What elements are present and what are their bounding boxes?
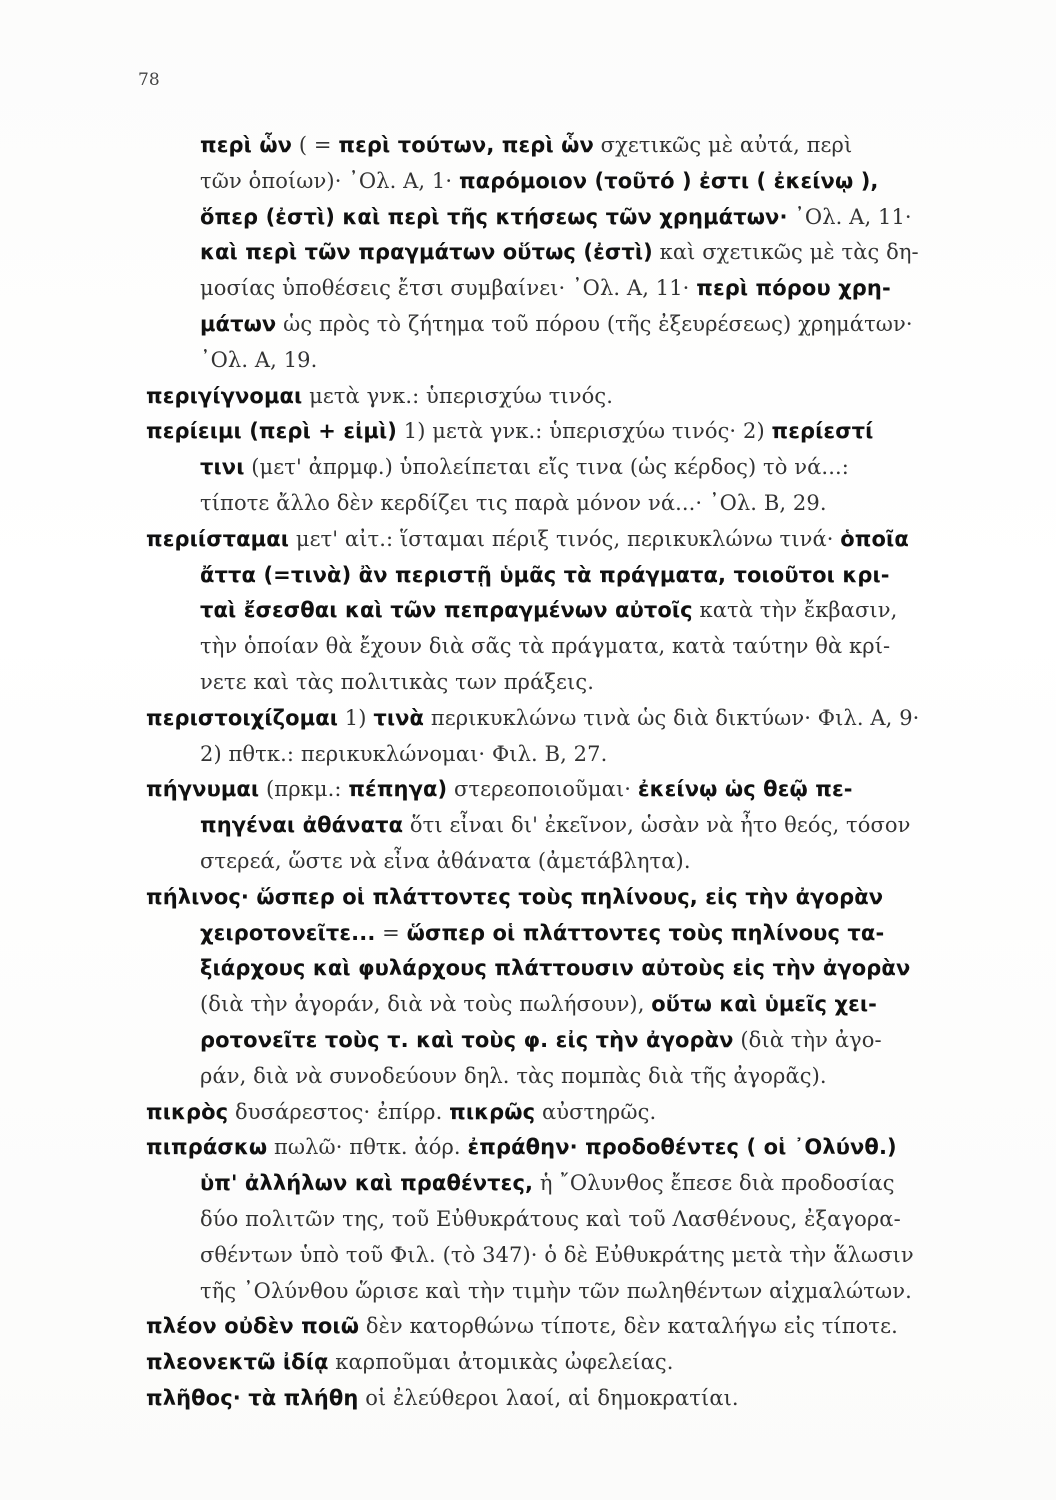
headword-text: περὶ πόρου χρη- xyxy=(696,276,891,301)
headword-text: ὑπ' ἀλλήλων καὶ πραθέντες, xyxy=(200,1171,534,1196)
headword-text: καὶ περὶ τῶν πραγμάτων οὕτως (ἐστὶ) xyxy=(200,240,653,265)
headword-text: τινι xyxy=(200,455,245,480)
text-line xyxy=(146,164,1006,200)
text-line xyxy=(146,1095,1006,1131)
text-line xyxy=(146,235,1006,271)
headword-text: οὕτω καὶ ὑμεῖς χει- xyxy=(651,992,877,1017)
definition-text: κατὰ τὴν ἔκβασιν, xyxy=(692,598,898,623)
definition-text: μετὰ γνκ.: ὑπερισχύω τινός. xyxy=(302,383,614,408)
headword-text: ἐκείνῳ ὡς θεῷ πε- xyxy=(637,777,853,802)
headword-text: παρόμοιον (τοῦτό ) ἐστι ( ἐκείνῳ ), xyxy=(458,168,879,193)
text-line xyxy=(146,665,1006,701)
headword-text: τινὰ xyxy=(373,705,425,730)
definition-text: = xyxy=(375,920,407,945)
text-line xyxy=(146,522,1006,558)
text-line xyxy=(146,987,1006,1023)
definition-text: καρποῦμαι ἀτομικὰς ὠφελείας. xyxy=(328,1350,674,1375)
text-line xyxy=(146,1238,1006,1274)
headword-text: πικρὸς xyxy=(146,1099,229,1124)
text-line xyxy=(146,808,1006,844)
text-line xyxy=(146,880,1006,916)
definition-text: ἡ ῎Ολυνθος ἔπεσε διὰ προδοσίας xyxy=(533,1171,895,1196)
definition-text: ᾽Ολ. Α, 11· xyxy=(787,204,912,229)
definition-text: ( = xyxy=(292,133,339,157)
headword-text: ταὶ ἔσεσθαι καὶ τῶν πεπραγμένων αὐτοῖς xyxy=(200,598,693,623)
definition-text: (μετ' ἀπρμφ.) ὑπολείπεται εἴς τινα (ὡς κέρδος) τὸ νά...: xyxy=(244,455,849,480)
text-line xyxy=(146,951,1006,987)
definition-text: 1) μετὰ γνκ.: ὑπερισχύω τινός· 2) xyxy=(396,419,772,444)
text-line xyxy=(146,737,1006,773)
headword-text: περιστοιχίζομαι xyxy=(146,705,339,730)
definition-text: δυσάρεστος· ἐπίρρ. xyxy=(228,1099,450,1124)
headword-text: ἐπράθην· προδοθέντες ( οἱ ᾽Ολύνθ.) xyxy=(467,1135,897,1160)
headword-text: πλῆθος· τὰ πλήθη xyxy=(146,1385,359,1410)
definition-text: στερεοποιοῦμαι· xyxy=(447,777,638,802)
headword-text: πήλινος· ὥσπερ οἱ πλάττοντες τοὺς πηλίνους, εἰς τὴν ἀγορὰν xyxy=(146,884,884,909)
definition-text: 1) xyxy=(338,705,374,730)
headword-text: περιίσταμαι xyxy=(146,526,290,551)
headword-text: πήγνυμαι xyxy=(146,777,260,802)
page-number: 78 xyxy=(138,70,160,90)
headword-text: ὁποῖα xyxy=(840,526,909,551)
text-line xyxy=(146,1345,1006,1381)
headword-text: ὅπερ (ἐστὶ) καὶ περὶ τῆς κτήσεως τῶν χρημάτων· xyxy=(200,204,788,229)
text-line xyxy=(146,414,1006,450)
headword-text: χειροτονεῖτε... xyxy=(200,920,376,945)
headword-text: πλεονεκτῶ ἰδίᾳ xyxy=(146,1350,329,1375)
definition-text: μοσίας ὑποθέσεις ἔτσι συμβαίνει· ᾽Ολ. Α, 11· xyxy=(200,276,697,301)
text-line xyxy=(146,1381,1006,1417)
text-line xyxy=(146,450,1006,486)
definition-text: δὲν κατορθώνω τίποτε, δὲν καταλήγω εἰς τίποτε. xyxy=(359,1314,898,1339)
headword-text: ξιάρχους καὶ φυλάρχους πλάττουσιν αὐτοὺς εἰς τὴν ἀγορὰν xyxy=(200,956,911,981)
definition-text: (πρκμ.: xyxy=(259,777,349,802)
headword-text: πηγέναι ἀθάνατα xyxy=(200,813,404,838)
text-line xyxy=(146,343,1006,379)
definition-text: τίποτε ἄλλο δὲν κερδίζει τις παρὰ μόνον νά...· ᾽Ολ. Β, 29. xyxy=(200,490,827,515)
text-line xyxy=(146,916,1006,952)
dictionary-entries xyxy=(146,128,1006,1417)
headword-text: περιγίγνομαι xyxy=(146,383,303,408)
definition-text: στερεά, ὥστε νὰ εἶνα ἀθάνατα (ἀμετάβλητα). xyxy=(200,848,691,873)
definition-text: τῆς ᾽Ολύνθου ὥρισε καὶ τὴν τιμὴν τῶν πωληθέντων αἰχμαλώτων. xyxy=(200,1278,912,1303)
text-line xyxy=(146,307,1006,343)
headword-text: μάτων xyxy=(200,311,277,336)
headword-text: ροτονεῖτε τοὺς τ. καὶ τοὺς φ. εἰς τὴν ἀγορὰν xyxy=(200,1027,734,1052)
definition-text: ᾽Ολ. Α, 19. xyxy=(200,347,318,372)
definition-text: καὶ σχετικῶς μὲ τὰς δη- xyxy=(652,240,919,265)
definition-text: νετε καὶ τὰς πολιτικὰς των πράξεις. xyxy=(200,669,594,694)
headword-text: περὶ ὧν xyxy=(200,133,293,157)
headword-text: πικρῶς xyxy=(449,1099,536,1124)
definition-text: δύο πολιτῶν της, τοῦ Εὐθυκράτους καὶ τοῦ Λασθένους, ἐξαγορα- xyxy=(200,1206,901,1231)
text-line xyxy=(146,772,1006,808)
text-line xyxy=(146,379,1006,415)
text-line xyxy=(146,1059,1006,1095)
text-line xyxy=(146,128,1006,164)
text-line xyxy=(146,200,1006,236)
headword-text: ὥσπερ οἱ πλάττοντες τοὺς πηλίνους τα- xyxy=(406,920,885,945)
definition-text: σχετικῶς μὲ αὐτά, περὶ xyxy=(593,133,853,157)
definition-text: περικυκλώνω τινὰ ὡς διὰ δικτύων· Φιλ. Α, 9· xyxy=(424,705,920,730)
definition-text: σθέντων ὑπὸ τοῦ Φιλ. (τὸ 347)· ὁ δὲ Εὐθυκράτης μετὰ τὴν ἅλωσιν xyxy=(200,1242,914,1267)
headword-text: περὶ τούτων, περὶ ὧν xyxy=(338,133,594,157)
text-line xyxy=(146,593,1006,629)
text-line xyxy=(146,1274,1006,1310)
definition-text: 2) πθτκ.: περικυκλώνομαι· Φιλ. Β, 27. xyxy=(200,741,608,766)
definition-text: ὅτι εἶναι δι' ἐκεῖνον, ὡσὰν νὰ ἦτο θεός, τόσον xyxy=(403,813,911,838)
text-line xyxy=(146,629,1006,665)
definition-text: (διὰ τὴν ἀγοράν, διὰ νὰ τοὺς πωλήσουν), xyxy=(200,992,652,1017)
headword-text: πέπηγα) xyxy=(348,777,448,802)
text-line xyxy=(146,558,1006,594)
text-line xyxy=(146,1023,1006,1059)
definition-text: μετ' αἰτ.: ἵσταμαι πέριξ τινός, περικυκλώνω τινά· xyxy=(289,526,841,551)
headword-text: περίειμι (περὶ + εἰμὶ) xyxy=(146,419,397,444)
text-line xyxy=(146,1202,1006,1238)
definition-text: πωλῶ· πθτκ. ἀόρ. xyxy=(267,1135,468,1160)
text-line xyxy=(146,701,1006,737)
headword-text: πιπράσκω xyxy=(146,1135,268,1160)
definition-text: (διὰ τὴν ἀγο- xyxy=(733,1027,882,1052)
definition-text: οἱ ἐλεύθεροι λαοί, αἱ δημοκρατίαι. xyxy=(358,1385,739,1410)
text-line xyxy=(146,486,1006,522)
definition-text: αὐστηρῶς. xyxy=(535,1099,657,1124)
definition-text: ὡς πρὸς τὸ ζήτημα τοῦ πόρου (τῆς ἐξευρέσεως) χρημάτων· xyxy=(276,311,913,336)
text-line xyxy=(146,1309,1006,1345)
headword-text: ἄττα (=τινὰ) ἂν περιστῇ ὑμᾶς τὰ πράγματα, τοιοῦτοι κρι- xyxy=(200,562,890,587)
definition-text: ράν, διὰ νὰ συνοδεύουν δηλ. τὰς πομπὰς διὰ τῆς ἀγορᾶς). xyxy=(200,1063,827,1088)
headword-text: πλέον οὐδὲν ποιῶ xyxy=(146,1314,360,1339)
text-line xyxy=(146,1166,1006,1202)
definition-text: τῶν ὁποίων)· ᾽Ολ. Α, 1· xyxy=(200,168,459,193)
text-line xyxy=(146,1130,1006,1166)
definition-text: τὴν ὁποίαν θὰ ἔχουν διὰ σᾶς τὰ πράγματα, κατὰ ταύτην θὰ κρί- xyxy=(200,634,891,659)
text-line xyxy=(146,844,1006,880)
text-line xyxy=(146,271,1006,307)
headword-text: περίεστί xyxy=(771,419,874,444)
